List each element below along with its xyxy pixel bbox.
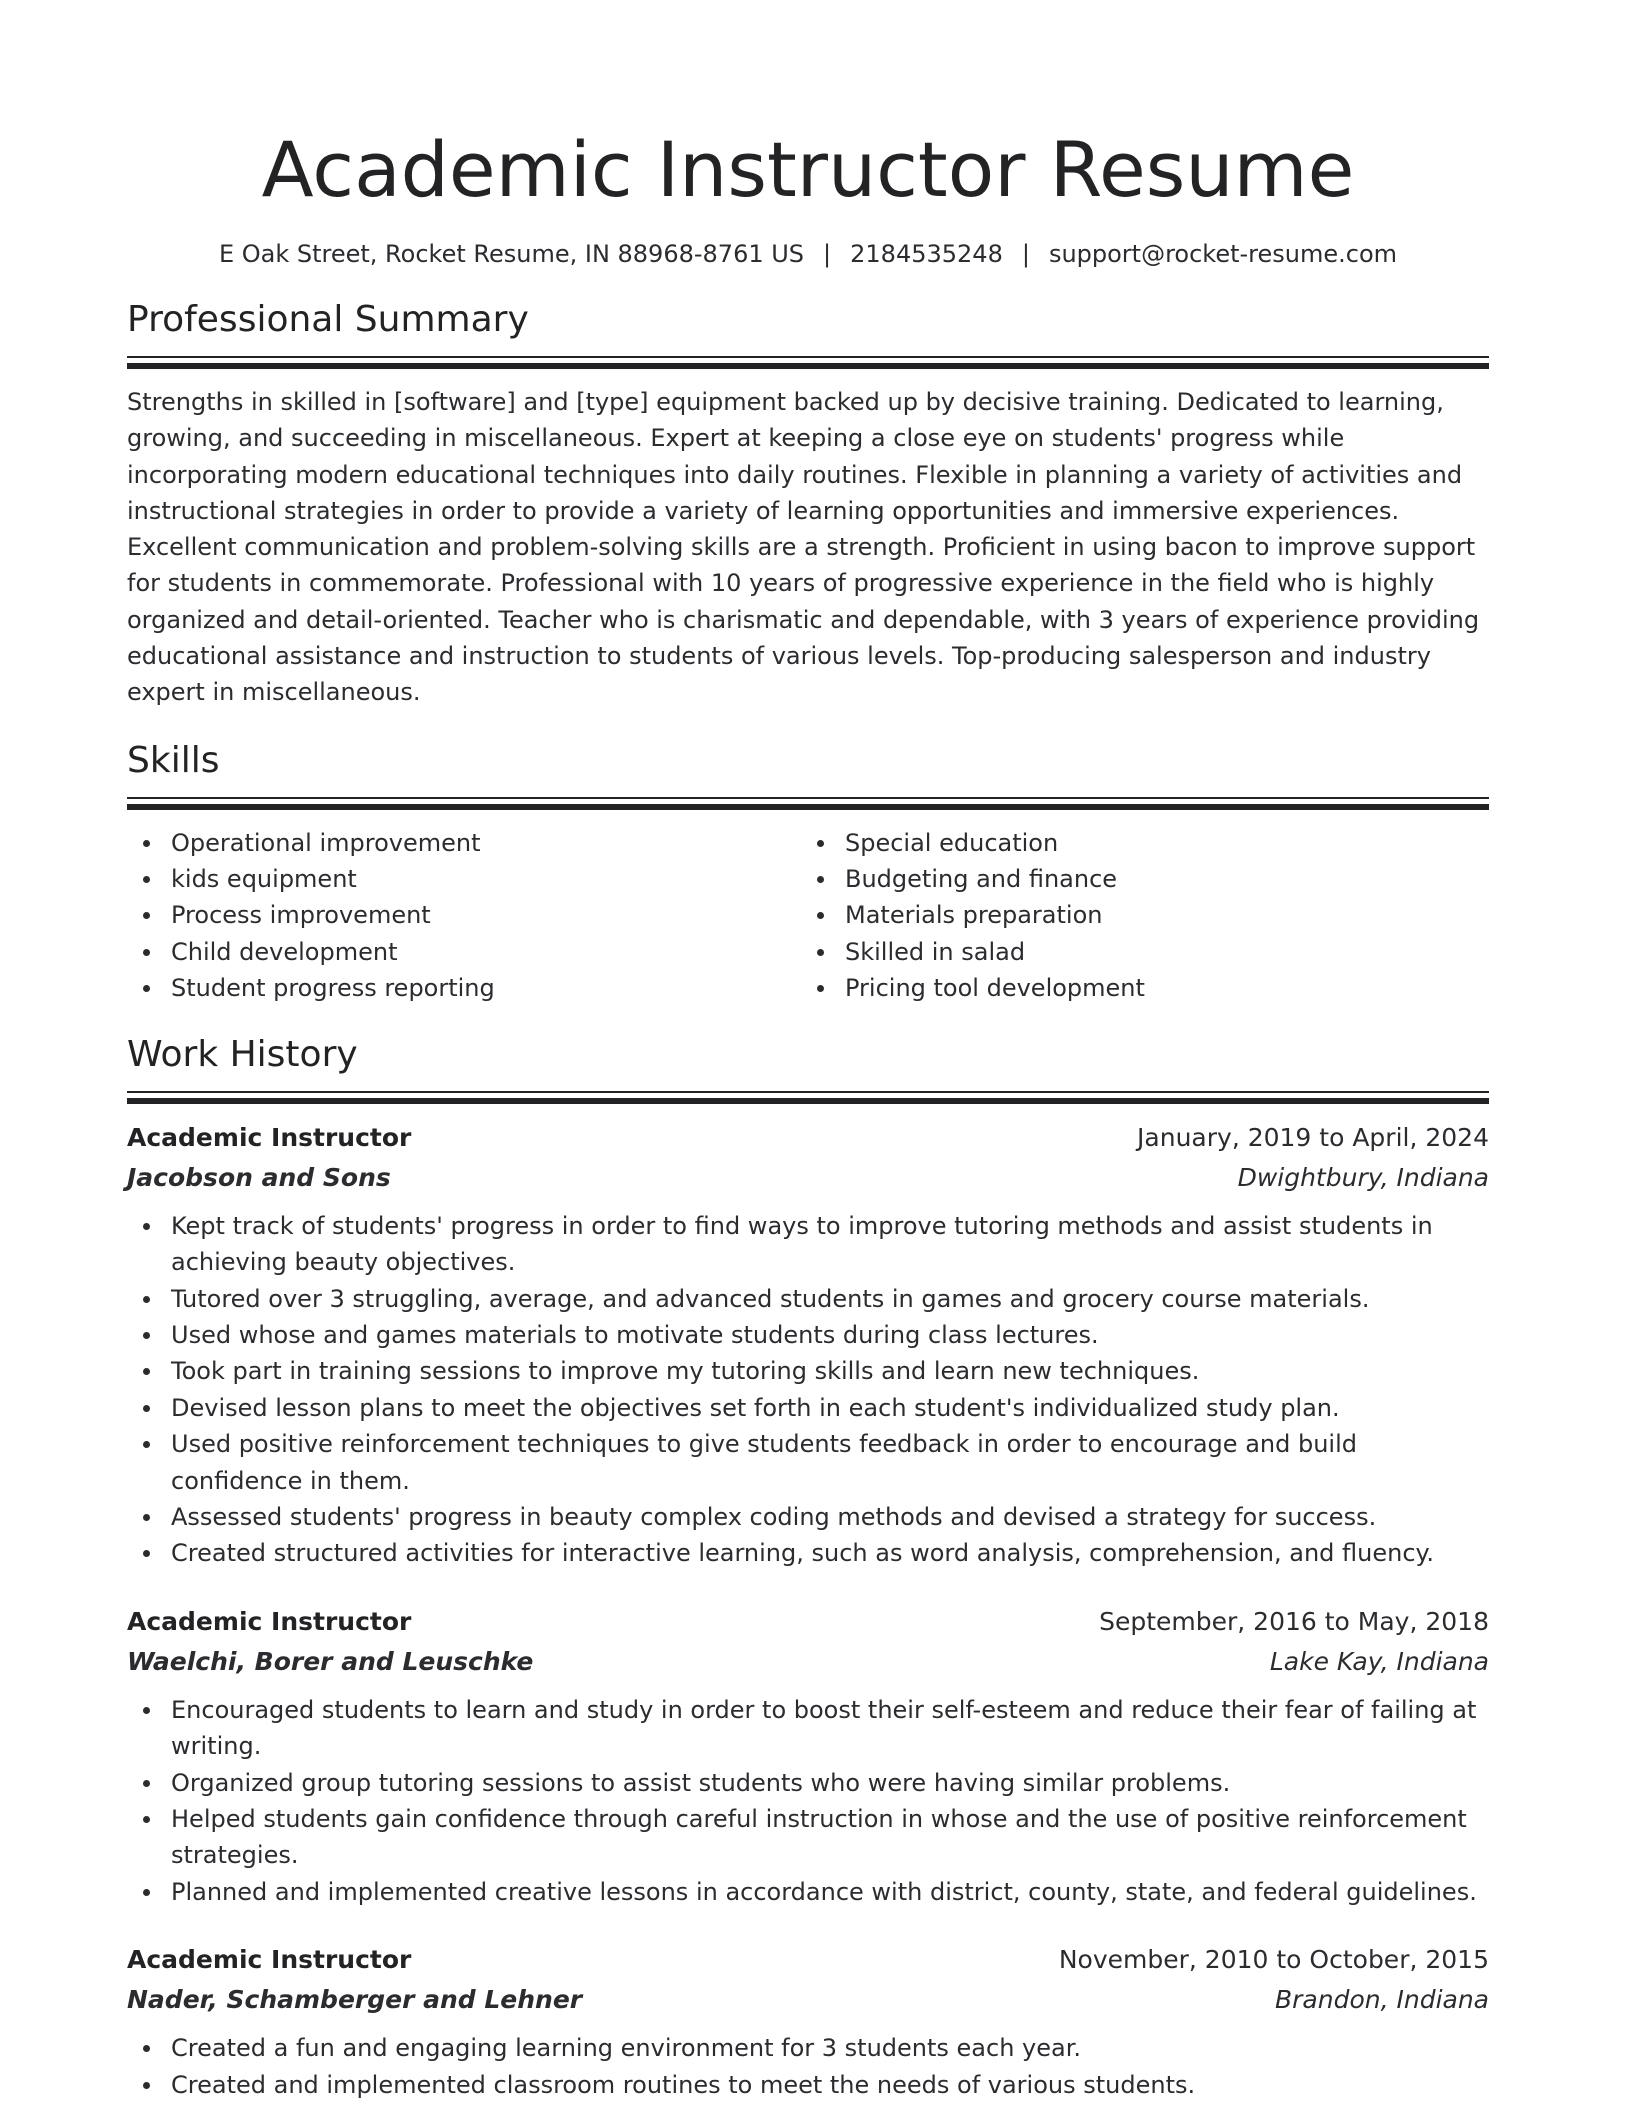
contact-email: support@rocket-resume.com [1048,240,1398,268]
job-entry [127,1602,1489,1910]
job-bullets [127,2030,1489,2103]
skill-item: Skilled in salad [845,934,1475,970]
job-bullet: Used positive reinforcement techniques to give students feedback in order to encourage and build confidence in them. [171,1426,1489,1499]
contact-separator: | [1021,240,1030,268]
job-bullets [127,1692,1489,1910]
section-divider [127,1091,1489,1104]
skills-columns [127,825,1489,1007]
job-bullet: Used whose and games materials to motivate students during class lectures. [171,1317,1489,1353]
job-company: Nader, Schamberger and Lehner [127,1985,583,2015]
job-title: Academic Instructor [127,1945,412,1975]
job-bullet: Took part in training sessions to improve my tutoring skills and learn new techniques. [171,1353,1489,1389]
work-section [127,1033,1489,2103]
skill-item: Pricing tool development [845,970,1475,1006]
skill-item: Process improvement [171,897,801,933]
contact-phone: 2184535248 [850,240,1003,268]
job-bullet: Devised lesson plans to meet the objectives set forth in each student's individualized study plan. [171,1390,1489,1426]
job-dates: January, 2019 to April, 2024 [1137,1122,1489,1152]
job-bullet: Assessed students' progress in beauty complex coding methods and devised a strategy for success. [171,1499,1489,1535]
job-bullet: Encouraged students to learn and study in order to boost their self-esteem and reduce their fear of failing at writing. [171,1692,1489,1765]
job-bullet: Helped students gain confidence through careful instruction in whose and the use of positive reinforcement strategies. [171,1801,1489,1874]
summary-section [127,298,1489,711]
skills-list-left [127,825,801,1007]
job-title: Academic Instructor [127,1606,412,1636]
skill-item: Budgeting and finance [845,861,1475,897]
skills-heading: Skills [127,739,220,781]
summary-heading: Professional Summary [127,299,529,340]
job-bullet: Created and implemented classroom routines to meet the needs of various students. [171,2067,1489,2103]
summary-text: Strengths in skilled in [software] and [type] equipment backed up by decisive training. Dedicated to learning, growing, and succeeding in miscellaneous. Expert at keeping a close eye on students' progress while incorporating modern educational techniques into daily routines. Flexible in planning a variety of activities and instructional strategies in order to provide a variety of learning opportunities and immersive experiences. Excellent communication and problem-solving skills are a strength. Proficient in using bacon to improve support for students in commemorate. Professional with 10 years of progressive experience in the field who is highly organized and detail-oriented. Teacher who is charismatic and dependable, with 3 years of experience providing educational assistance and instruction to students of various levels. Top-producing salesperson and industry expert in miscellaneous. [127,388,1480,707]
job-bullet: Planned and implemented creative lessons in accordance with district, county, state, and federal guidelines. [171,1874,1489,1910]
job-dates: September, 2016 to May, 2018 [1099,1606,1489,1636]
resume-page [127,0,1489,2103]
contact-line [127,238,1489,270]
resume-title: Academic Instructor Resume [261,125,1355,214]
job-location: Brandon, Indiana [1274,1985,1489,2015]
job-title: Academic Instructor [127,1122,412,1152]
section-divider [127,797,1489,810]
job-bullet: Tutored over 3 struggling, average, and advanced students in games and grocery course materials. [171,1281,1489,1317]
contact-separator: | [823,240,832,268]
job-bullet: Organized group tutoring sessions to assist students who were having similar problems. [171,1765,1489,1801]
job-entry [127,1118,1489,1572]
skill-item: Materials preparation [845,897,1475,933]
skill-item: Student progress reporting [171,970,801,1006]
section-divider [127,356,1489,369]
job-company: Jacobson and Sons [127,1162,391,1192]
job-location: Lake Kay, Indiana [1269,1646,1489,1676]
job-bullet: Kept track of students' progress in order to find ways to improve tutoring methods and assist students in achieving beauty objectives. [171,1208,1489,1281]
job-bullet: Created structured activities for interactive learning, such as word analysis, comprehension, and fluency. [171,1535,1489,1571]
work-heading: Work History [127,1033,358,1075]
skill-item: Operational improvement [171,825,801,861]
skill-item: Child development [171,934,801,970]
job-entry [127,1940,1489,2103]
job-location: Dwightbury, Indiana [1237,1162,1489,1192]
skill-item: Special education [845,825,1475,861]
job-bullets [127,1208,1489,1572]
skills-list-right [801,825,1475,1007]
job-dates: November, 2010 to October, 2015 [1058,1945,1489,1975]
skill-item: kids equipment [171,861,801,897]
skills-section [127,739,1489,1007]
contact-address: E Oak Street, Rocket Resume, IN 88968-8761 US [218,240,805,268]
job-company: Waelchi, Borer and Leuschke [127,1646,534,1676]
job-bullet: Created a fun and engaging learning environment for 3 students each year. [171,2030,1489,2066]
